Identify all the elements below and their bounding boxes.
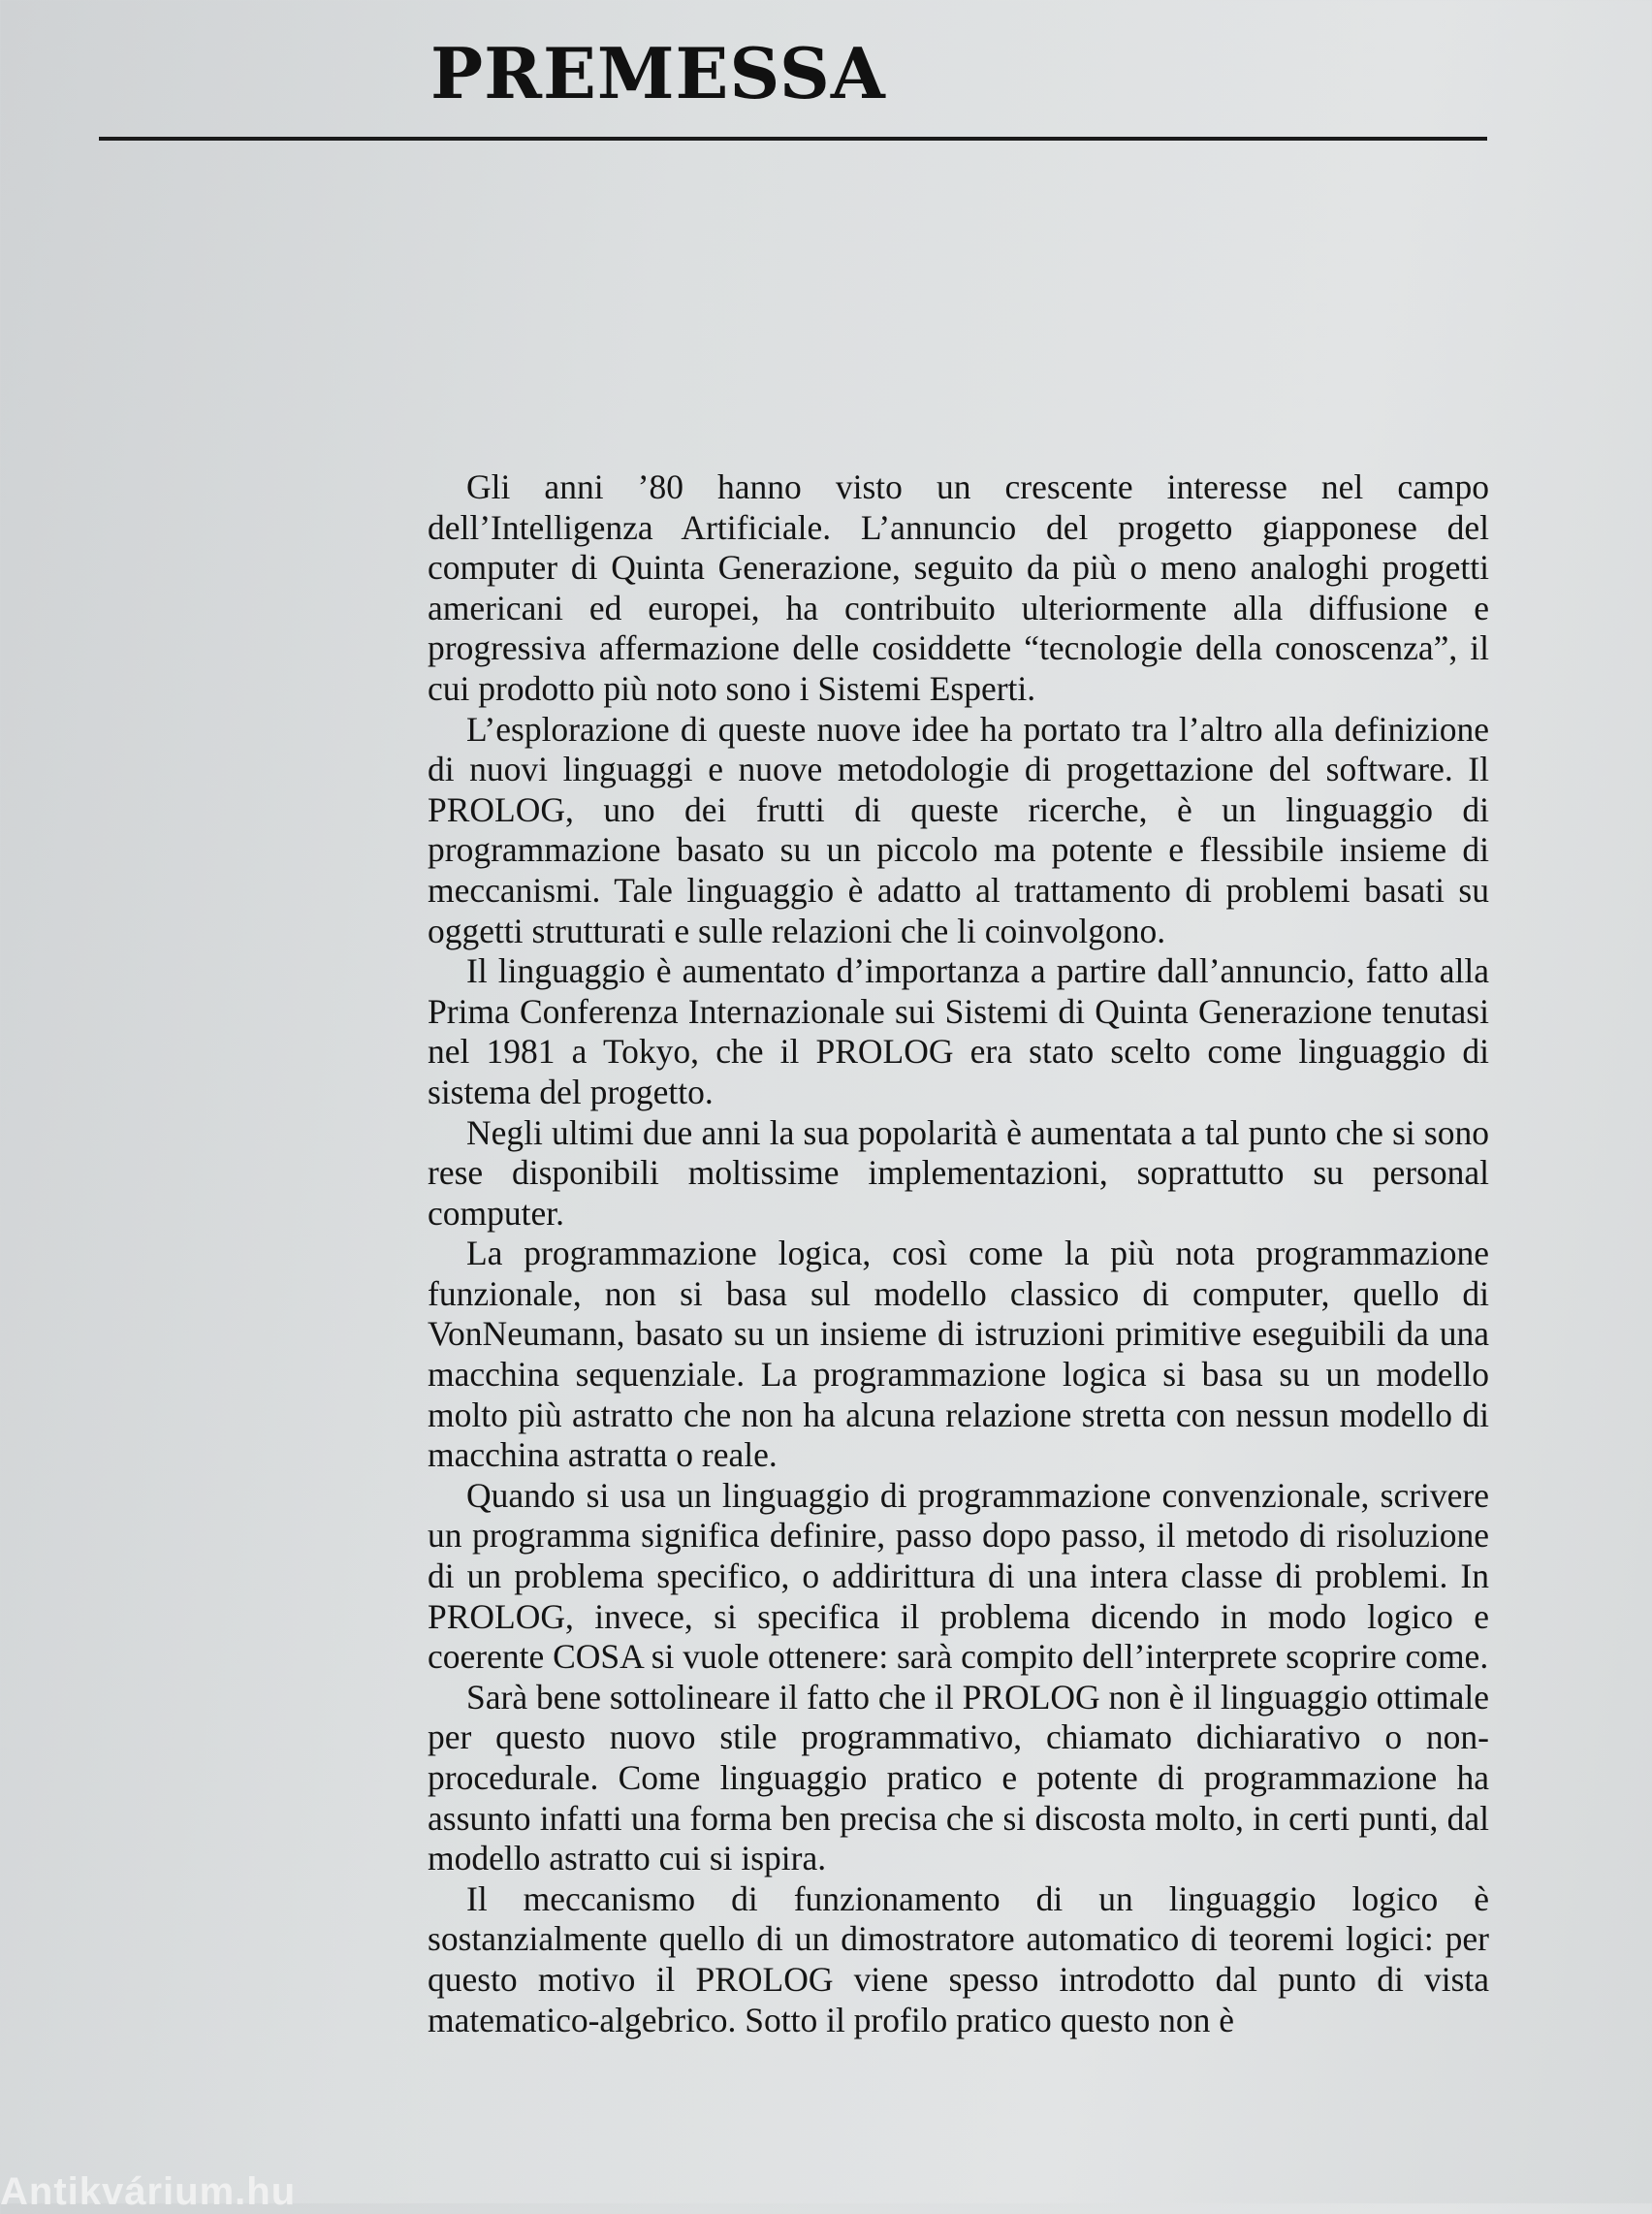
paragraph-5: La programmazione logica, così come la più nota programmazione funzionale, non si basa sul modello classico di computer, quello di VonNeumann, basato su un insieme di istruzioni primitive eseguibili da una macchina sequenziale. La programmazione logica si basa su un modello molto più astratto che non ha alcuna relazione stretta con nessun modello di macchina astratta o reale. (428, 1234, 1489, 1475)
paragraph-2: L’esplorazione di queste nuove idee ha portato tra l’altro alla definizione di nuovi linguaggi e nuove metodologie di progettazione del software. Il PROLOG, uno dei frutti di queste ricerche, è un linguaggio di programmazione basato su un piccolo ma potente e flessibile insieme di meccanismi. Tale linguaggio è adatto al trattamento di problemi basati su oggetti strutturati e sulle relazioni che li coinvolgono. (428, 709, 1489, 950)
paragraph-6: Quando si usa un linguaggio di programmazione convenzionale, scrivere un programma significa definire, passo dopo passo, il metodo di risoluzione di un problema specifico, o addirittura di una intera classe di problemi. In PROLOG, invece, si specifica il problema dicendo in modo logico e coerente COSA si vuole ottenere: sarà compito dell’interprete scoprire come. (428, 1475, 1489, 1677)
paragraph-1: Gli anni ’80 hanno visto un crescente interesse nel campo dell’Intelligenza Artificiale. L’annuncio del progetto giapponese del computer di Quinta Generazione, seguito da più o meno analoghi progetti americani ed europei, ha contribuito ulteriormente alla diffusione e progressiva affermazione delle cosiddette “tecnologie della conoscenza”, il cui prodotto più noto sono i Sistemi Esperti. (428, 467, 1489, 708)
paragraph-7: Sarà bene sottolineare il fatto che il PROLOG non è il linguaggio ottimale per questo nuovo stile programmativo, chiamato dichiarativo o non-procedurale. Come linguaggio pratico e potente di programmazione ha assunto infatti una forma ben precisa che si discosta molto, in certi punti, dal modello astratto cui si ispira. (428, 1677, 1489, 1878)
paragraph-4: Negli ultimi due anni la sua popolarità è aumentata a tal punto che si sono rese disponibili moltissime implementazioni, soprattutto su personal computer. (428, 1112, 1489, 1233)
watermark: Antikvárium.hu (0, 2170, 297, 2213)
paragraph-3: Il linguaggio è aumentato d’importanza a partire dall’annuncio, fatto alla Prima Conferenza Internazionale sui Sistemi di Quinta Generazione tenutasi nel 1981 a Tokyo, che il PROLOG era stato scelto come linguaggio di sistema del progetto. (428, 951, 1489, 1111)
paragraph-8: Il meccanismo di funzionamento di un linguaggio logico è sostanzialmente quello di un dimostratore automatico di teoremi logici: per questo motivo il PROLOG viene spesso introdotto dal punto di vista matematico-algebrico. Sotto il profilo pratico questo non è (428, 1878, 1489, 2039)
title-rule (99, 137, 1487, 141)
page-title: PREMESSA (430, 32, 886, 114)
body-text (428, 467, 1489, 2040)
